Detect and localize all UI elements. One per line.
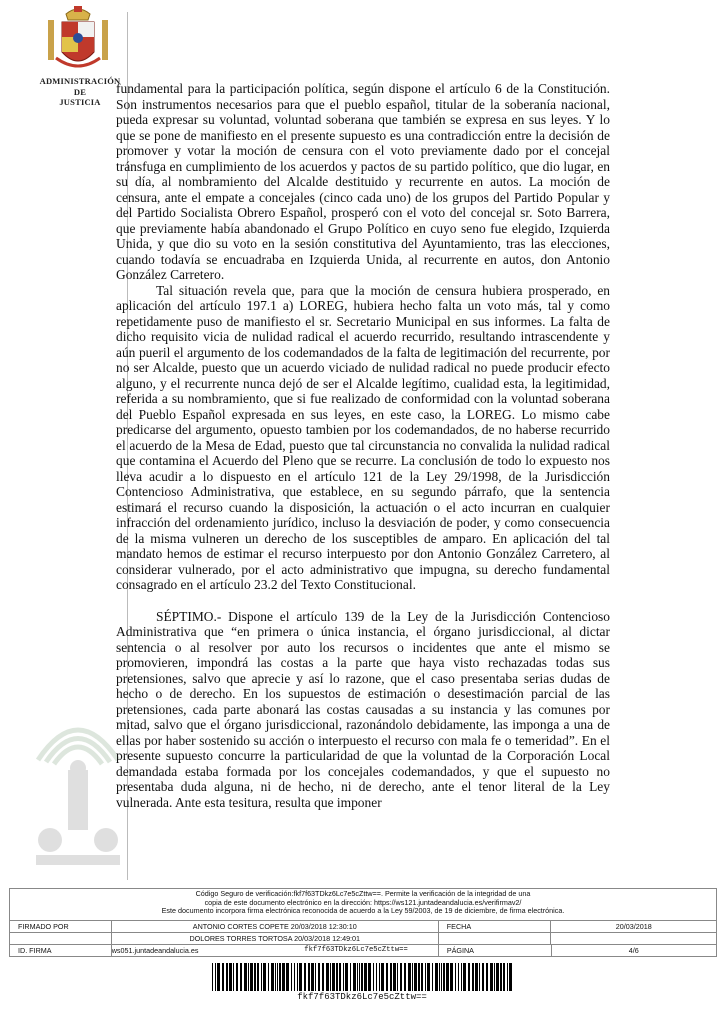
barcode-bar bbox=[282, 963, 285, 991]
barcode-bar bbox=[418, 963, 420, 991]
empty-cell bbox=[551, 933, 716, 944]
barcode-bar bbox=[458, 963, 459, 991]
barcode-bar bbox=[463, 963, 466, 991]
barcode-bar bbox=[291, 963, 292, 991]
barcode-bar bbox=[450, 963, 453, 991]
barcode-bar bbox=[461, 963, 462, 991]
barcode-bar bbox=[427, 963, 430, 991]
barcode-bar bbox=[509, 963, 512, 991]
barcode-bar bbox=[364, 963, 367, 991]
barcode-bar bbox=[400, 963, 402, 991]
barcode-bar bbox=[240, 963, 242, 991]
barcode-bar bbox=[441, 963, 442, 991]
barcode-bar bbox=[472, 963, 474, 991]
barcode-bar bbox=[393, 963, 396, 991]
barcode-bar bbox=[332, 963, 335, 991]
barcode-bar bbox=[336, 963, 338, 991]
id-label: ID. FIRMA bbox=[10, 945, 112, 956]
barcode-bar bbox=[326, 963, 329, 991]
page-label: PÁGINA bbox=[439, 945, 552, 956]
barcode-bar bbox=[475, 963, 478, 991]
barcode-bar bbox=[250, 963, 253, 991]
barcode-bar bbox=[257, 963, 259, 991]
id-detail bbox=[112, 945, 439, 956]
barcode-bar bbox=[381, 963, 384, 991]
barcode-bar bbox=[446, 963, 449, 991]
id-code: fkf7f63TDkz6Lc7e5cZttw== bbox=[304, 946, 408, 954]
barcode-bar bbox=[432, 963, 433, 991]
barcode-bar bbox=[486, 963, 488, 991]
barcode-bar bbox=[494, 963, 495, 991]
barcode-bar bbox=[308, 963, 310, 991]
barcode-bar bbox=[408, 963, 411, 991]
barcode-bar bbox=[233, 963, 234, 991]
barcode-bar bbox=[435, 963, 438, 991]
signed-by-label: FIRMADO POR bbox=[10, 921, 112, 932]
barcode-bar bbox=[330, 963, 331, 991]
barcode-bar bbox=[311, 963, 314, 991]
barcode-bar bbox=[479, 963, 480, 991]
barcode-bar bbox=[254, 963, 256, 991]
barcode-bar bbox=[212, 963, 213, 991]
barcode-bar bbox=[294, 963, 295, 991]
signed-by-empty bbox=[10, 933, 112, 944]
barcode-bar bbox=[425, 963, 426, 991]
barcode-bar bbox=[322, 963, 324, 991]
document-body bbox=[116, 81, 610, 810]
verification-barcode bbox=[212, 963, 512, 991]
barcode-bar bbox=[443, 963, 445, 991]
barcode-bar bbox=[215, 963, 216, 991]
verification-line: copia de este documento electrónico en la dirección: https://ws121.juntadeandalucia.es/verifirmav2/ bbox=[204, 897, 522, 907]
barcode-bar bbox=[236, 963, 238, 991]
barcode-bar bbox=[304, 963, 306, 991]
page-value: 4/6 bbox=[628, 946, 639, 955]
barcode-bar bbox=[353, 963, 356, 991]
barcode-bar bbox=[414, 963, 417, 991]
signature-row bbox=[9, 933, 717, 945]
barcode-bar bbox=[286, 963, 289, 991]
barcode-bar bbox=[404, 963, 406, 991]
barcode-bar bbox=[229, 963, 232, 991]
barcode-bar bbox=[439, 963, 440, 991]
verification-line: Este documento incorpora firma electrónica reconocida de acuerdo a la Ley 59/2003, de 19 de diciembre, de firma electrónica. bbox=[161, 906, 565, 916]
barcode-text: fkf7f63TDkz6Lc7e5cZttw== bbox=[297, 992, 427, 1002]
coat-of-arms-seal bbox=[44, 4, 112, 76]
barcode-bar bbox=[503, 963, 505, 991]
barcode-bar bbox=[222, 963, 224, 991]
barcode-bar bbox=[500, 963, 502, 991]
id-row bbox=[9, 945, 717, 957]
junta-andalucia-watermark-logo bbox=[28, 690, 128, 875]
barcode-bar bbox=[379, 963, 380, 991]
barcode-bar bbox=[357, 963, 358, 991]
verification-line: Código Seguro de verificación:fkf7f63TDkz6Lc7e5cZttw==. Permite la verificación de la integridad de una bbox=[195, 889, 531, 898]
barcode-bar bbox=[277, 963, 278, 991]
institution-label bbox=[30, 76, 130, 108]
body-paragraph: SÉPTIMO.- Dispone el artículo 139 de la Ley de la Jurisdicción Contencioso Administrativa que “en primera o única instancia, el órgano jurisdiccional, al dictar sentencia o al resolver por auto los recursos o incidentes que ante el mismo se promovieren, impondrá las costas a la parte que haya visto rechazadas todas sus pretensiones, salvo que aprecie y así lo razone, que el caso presentaba serias dudas de hecho o de derecho. En los supuestos de estimación o desestimación parcial de las pretensiones, cada parte abonará las costas causadas a su instancia y las comunes por mitad, salvo que el órgano jurisdiccional, razonándolo debidamente, las imponga a una de ellas por haber sostenido su acción o interpuesto el recurso con mala fe o temeridad”. En el presente supuesto concurre la particularidad de que la voluntad de la Corporación Local demandada estaba formada por los concejales codemandados, y que el supuesto no presentaba duda alguna, ni de hecho, ni de derecho, ante el tenor literal de la Ley vulnerada. Ante esta tesitura, resulta que imponer bbox=[116, 608, 610, 810]
institution-line: ADMINISTRACIÓN bbox=[39, 76, 121, 86]
barcode-bar bbox=[468, 963, 470, 991]
barcode-bar bbox=[455, 963, 456, 991]
barcode-bar bbox=[386, 963, 388, 991]
barcode-bar bbox=[359, 963, 360, 991]
barcode-bar bbox=[299, 963, 302, 991]
barcode-bar bbox=[315, 963, 316, 991]
id-host: ws051.juntadeandalucia.es bbox=[111, 946, 199, 955]
barcode-bar bbox=[368, 963, 371, 991]
barcode-bar bbox=[318, 963, 320, 991]
barcode-bar bbox=[244, 963, 247, 991]
barcode-bar bbox=[350, 963, 351, 991]
barcode-bar bbox=[390, 963, 392, 991]
barcode-bar bbox=[496, 963, 499, 991]
barcode-bar bbox=[279, 963, 281, 991]
barcode-bar bbox=[261, 963, 262, 991]
barcode-bar bbox=[343, 963, 344, 991]
signature-footer bbox=[9, 888, 717, 957]
signer-entry: ANTONIO CORTES COPETE 20/03/2018 12:30:10 bbox=[112, 921, 439, 932]
barcode-bar bbox=[373, 963, 374, 991]
barcode-bar bbox=[275, 963, 276, 991]
barcode-bar bbox=[339, 963, 341, 991]
barcode-bar bbox=[490, 963, 493, 991]
barcode-bar bbox=[345, 963, 348, 991]
barcode-bar bbox=[217, 963, 220, 991]
barcode-bar bbox=[412, 963, 413, 991]
barcode-bar bbox=[226, 963, 228, 991]
signer-entry: DOLORES TORRES TORTOSA 20/03/2018 12:49:01 bbox=[112, 933, 439, 944]
date-value: 20/03/2018 bbox=[615, 922, 652, 931]
signature-row bbox=[9, 921, 717, 933]
date-label: FECHA bbox=[439, 921, 552, 932]
barcode-bar bbox=[421, 963, 423, 991]
body-paragraph: Tal situación revela que, para que la moción de censura hubiera prosperado, en aplicación del artículo 197.1 a) LOREG, hubiera hecho falta un voto más, tal y como repetidamente puso de manifiesto el sr. Secretario Municipal en sus informes. La falta de dicho requisito vicia de nulidad radical el acuerdo recurrido, resultando intrascendente y aún pueril el argumento de los codemandados de la falta de legitimación del recurrente, por no ser Alcalde, puesto que un acuerdo viciado de nulidad radical no puede producir efecto alguno, y el recurrente nunca dejó de ser el Alcalde legítimo, cualidad esta, la legitimidad, referida a su nombramiento, que si fue realizado de conformidad con la voluntad soberana del Pueblo Español expresada en sus leyes, en este caso, la LOREG. Lo mismo cabe predicarse del argumento, opuesto tambien por los codemandados, de no haberse recurrido el acuerdo de la Mesa de Edad, puesto que tal circunstancia no convalida la nulidad radical que contamina el Acuerdo del Pleno que se recurre. La conclusión de todo lo expuesto nos lleva acudir a lo dispuesto en el artículo 121 de la Ley 29/1998, de la Jurisdicción Contencioso Administrativa, que establece, en su segundo párrafo, que la sentencia estimará el recurso cuando la disposición, la actuación o el acto incurran en cualquier infracción del ordenamiento jurídico, incluso la desviación de poder, y como consecuencia de la misma vulneren un derecho de los susceptibles de amparo. En aplicación del tal mandato hemos de estimar el recurso interpuesto por don Antonio González Carretero, al considerar vulnerado, por el acto administrativo que impugna, su derecho fundamental consagrado en el artículo 23.2 del Texto Constitucional. bbox=[116, 282, 610, 592]
barcode-bar bbox=[248, 963, 249, 991]
barcode-bar bbox=[507, 963, 508, 991]
barcode-bar bbox=[376, 963, 377, 991]
verification-box bbox=[9, 888, 717, 921]
barcode-bar bbox=[297, 963, 298, 991]
barcode-bar bbox=[361, 963, 363, 991]
barcode-bar bbox=[268, 963, 269, 991]
barcode-bar bbox=[271, 963, 274, 991]
barcode-bar bbox=[482, 963, 484, 991]
body-paragraph: fundamental para la participación política, según dispone el artículo 6 de la Constitución. Son instrumentos necesarios para que el pueblo español, titular de la soberanía nacional, pueda expresar su voluntad, voluntad soberana que también se expresa en sus leyes. Y lo que se pone de manifiesto en el presente supuesto es una contradicción entre la decisión de promover y votar la moción de censura con el voto previamente dado por el concejal tránsfuga en cumplimiento de los acuerdos y pactos de su partido político, que dio lugar, en su día, al nombramiento del Alcalde destituido y recurrente en autos. La moción de censura, ante el empate a concejales (cinco cada uno) de los grupos del Partido Popular y del Partido Socialista Obrero Español, prosperó con el voto del concejal sr. Soto Barrera, que previamente había abandonado el Grupo Político en cuyo seno fue elegido, Izquierda Unida, y que dio su voto en la sesión constitutiva del Ayuntamiento, tras las elecciones, cuando todavía se encuadraba en Izquierda Unida, al recurrente en autos, don Antonio González Carretero. bbox=[116, 81, 610, 282]
barcode-bar bbox=[263, 963, 266, 991]
empty-cell bbox=[439, 933, 552, 944]
barcode-bar bbox=[397, 963, 398, 991]
institution-line: JUSTICIA bbox=[59, 97, 101, 107]
institution-line: DE bbox=[73, 86, 87, 97]
